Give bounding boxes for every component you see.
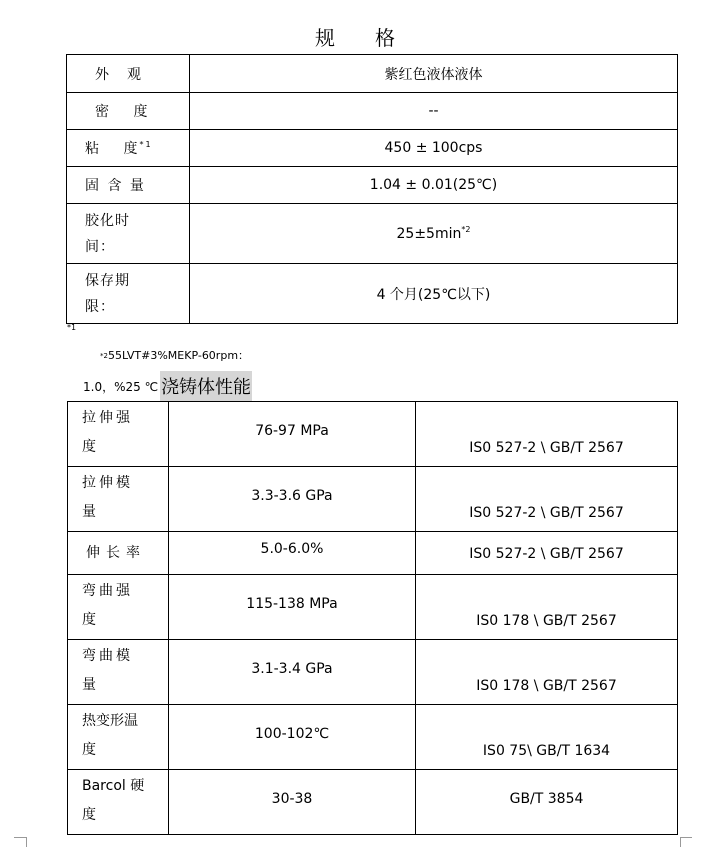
table-row bbox=[68, 575, 678, 640]
table-row bbox=[68, 467, 678, 532]
perf-standard: IS0 178 \ GB/T 2567 bbox=[416, 575, 678, 640]
table-row bbox=[68, 402, 678, 467]
table-row bbox=[67, 55, 678, 93]
spec-value-solids: 1.04 ± 0.01(25℃) bbox=[190, 167, 678, 204]
perf-value: 30-38 bbox=[169, 770, 416, 835]
spec-value-gel-time: $25\pm 5\min^{*2}$ bbox=[190, 204, 678, 264]
spec-value-shelf-life: 4 个月(25℃以下) bbox=[190, 264, 678, 324]
perf-label: 伸长率 bbox=[68, 532, 169, 575]
table-row bbox=[67, 130, 678, 167]
spec-table bbox=[66, 54, 678, 324]
table-row bbox=[67, 264, 678, 324]
footnote-2: $^{*2}$55LVT#3%MEKP-60rpm： bbox=[100, 349, 250, 362]
perf-value: 76-97 MPa bbox=[169, 402, 416, 467]
page-title: 规 格 bbox=[315, 26, 405, 50]
perf-label: 热变形温 度 bbox=[68, 705, 169, 770]
table-row bbox=[68, 532, 678, 575]
perf-label: Barcol 硬 度 bbox=[68, 770, 169, 835]
spec-label-viscosity: 粘 度$^{*1}$ bbox=[67, 130, 190, 167]
perf-standard: IS0 178 \ GB/T 2567 bbox=[416, 640, 678, 705]
table-row bbox=[68, 770, 678, 835]
perf-standard: IS0 527-2 \ GB/T 2567 bbox=[416, 532, 678, 575]
perf-label: 拉伸模 量 bbox=[68, 467, 169, 532]
spec-value-viscosity: 450 ± 100cps bbox=[190, 130, 678, 167]
spec-label-solids: 固 含 量 bbox=[67, 167, 190, 204]
perf-standard: IS0 527-2 \ GB/T 2567 bbox=[416, 467, 678, 532]
spec-value-density: -- bbox=[190, 93, 678, 130]
perf-label: 拉伸强 度 bbox=[68, 402, 169, 467]
page-corner-mark bbox=[680, 837, 693, 847]
footnote-3: 1.0，%25 ℃ 浇铸体性能 bbox=[83, 371, 252, 401]
table-row bbox=[67, 167, 678, 204]
table-row bbox=[68, 640, 678, 705]
spec-label-shelf-life: 保存期 限： bbox=[67, 264, 190, 324]
perf-standard: GB/T 3854 bbox=[416, 770, 678, 835]
perf-label: 弯曲强 度 bbox=[68, 575, 169, 640]
spec-label-gel-time: 胶化时 间： bbox=[67, 204, 190, 264]
footnote-ref: *1 bbox=[139, 140, 153, 149]
performance-table bbox=[67, 401, 678, 835]
table-row bbox=[67, 204, 678, 264]
perf-standard: IS0 527-2 \ GB/T 2567 bbox=[416, 402, 678, 467]
table-row bbox=[67, 93, 678, 130]
spec-label-density: 密 度 bbox=[67, 93, 190, 130]
perf-value: 5.0-6.0% bbox=[169, 532, 416, 575]
perf-value: 3.1-3.4 GPa bbox=[169, 640, 416, 705]
perf-value: 3.3-3.6 GPa bbox=[169, 467, 416, 532]
footnote-ref: *2 bbox=[461, 225, 471, 234]
perf-standard: IS0 75\ GB/T 1634 bbox=[416, 705, 678, 770]
footnote-1: *1 bbox=[67, 323, 77, 332]
perf-value: 100-102℃ bbox=[169, 705, 416, 770]
perf-label: 弯曲模 量 bbox=[68, 640, 169, 705]
page-corner-mark bbox=[14, 837, 27, 847]
section-heading: 浇铸体性能 bbox=[160, 371, 252, 401]
perf-value: 115-138 MPa bbox=[169, 575, 416, 640]
spec-label-appearance: 外 观 bbox=[67, 55, 190, 93]
spec-value-appearance: 紫红色液体液体 bbox=[190, 55, 678, 93]
table-row bbox=[68, 705, 678, 770]
